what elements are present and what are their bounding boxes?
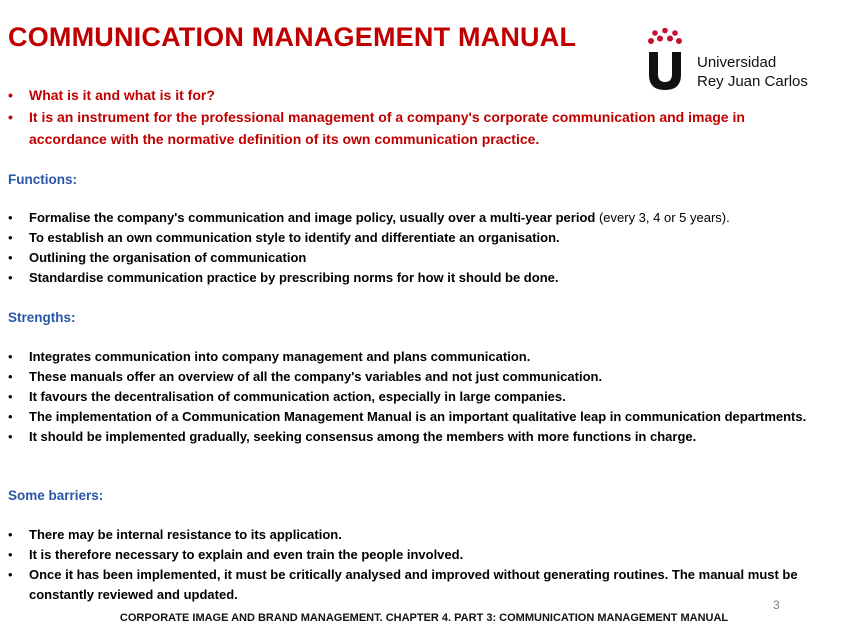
list-item (8, 208, 823, 228)
list-item (8, 525, 823, 545)
list-item-bold: There may be internal resistance to its application. (29, 527, 342, 542)
bullet-dot: • (8, 567, 13, 582)
intro-bullets (8, 84, 808, 150)
footer-text: CORPORATE IMAGE AND BRAND MANAGEMENT. CHAPTER 4. PART 3: COMMUNICATION MANAGEMENT MANUAL (119, 612, 729, 624)
list-item (8, 347, 823, 367)
university-logo (640, 28, 830, 92)
list-item-bold: The implementation of a Communication Management Manual is an important qualitative leap in communication departments. (29, 409, 807, 424)
list-item (8, 427, 823, 447)
bullet-dot: • (8, 210, 13, 225)
list-item-bold: Once it has been implemented, it must be critically analysed and improved without generating routines. The manual must be constantly reviewed and updated. (29, 567, 798, 602)
functions-list (8, 208, 823, 288)
list-item-bold: Standardise communication practice by prescribing norms for how it should be done. (29, 270, 559, 285)
intro-bullet (8, 106, 808, 150)
list-item (8, 367, 823, 387)
list-item (8, 228, 823, 248)
barriers-list (8, 525, 823, 605)
list-item-bold: Outlining the organisation of communication (29, 250, 307, 265)
logo-line-1: Universidad (697, 54, 777, 71)
bullet-dot: • (8, 429, 13, 444)
list-item (8, 565, 823, 605)
bullet-dot: • (8, 369, 13, 384)
list-item-bold: It favours the decentralisation of communication action, especially in large companies. (29, 389, 566, 404)
list-item-bold: Integrates communication into company management and plans communication. (29, 349, 531, 364)
bullet-dot: • (8, 109, 13, 125)
list-item-tail: (every 3, 4 or 5 years). (595, 210, 730, 225)
list-item-bold: It should be implemented gradually, seeking consensus among the members with more functions in charge. (29, 429, 697, 444)
urjc-u-crown-icon (640, 28, 690, 92)
list-item-bold: These manuals offer an overview of all the company's variables and not just communication. (29, 369, 603, 384)
bullet-dot: • (8, 547, 13, 562)
page-number: 3 (773, 598, 780, 612)
barriers-heading: Some barriers: (8, 488, 104, 503)
bullet-dot: • (8, 87, 13, 103)
list-item-bold: Formalise the company's communication and image policy, usually over a multi-year period (29, 210, 596, 225)
intro-bullet-text: It is an instrument for the professional management of a company's corporate communication and image in accordance with the normative definition of its own communication practice. (29, 109, 745, 147)
list-item (8, 248, 823, 268)
logo-line-2: Rey Juan Carlos (697, 73, 808, 90)
list-item (8, 268, 823, 288)
bullet-dot: • (8, 270, 13, 285)
intro-bullet-text: What is it and what is it for? (29, 87, 215, 103)
bullet-dot: • (8, 409, 13, 424)
intro-bullet (8, 84, 808, 106)
bullet-dot: • (8, 527, 13, 542)
list-item-bold: It is therefore necessary to explain and even train the people involved. (29, 547, 464, 562)
bullet-dot: • (8, 349, 13, 364)
slide-title: COMMUNICATION MANAGEMENT MANUAL (8, 22, 577, 52)
functions-heading: Functions: (8, 172, 77, 187)
bullet-dot: • (8, 389, 13, 404)
list-item-bold: To establish an own communication style to identify and differentiate an organisation. (29, 230, 560, 245)
bullet-dot: • (8, 230, 13, 245)
list-item (8, 545, 823, 565)
list-item (8, 387, 823, 407)
list-item (8, 407, 823, 427)
strengths-list (8, 347, 823, 447)
bullet-dot: • (8, 250, 13, 265)
strengths-heading: Strengths: (8, 310, 76, 325)
